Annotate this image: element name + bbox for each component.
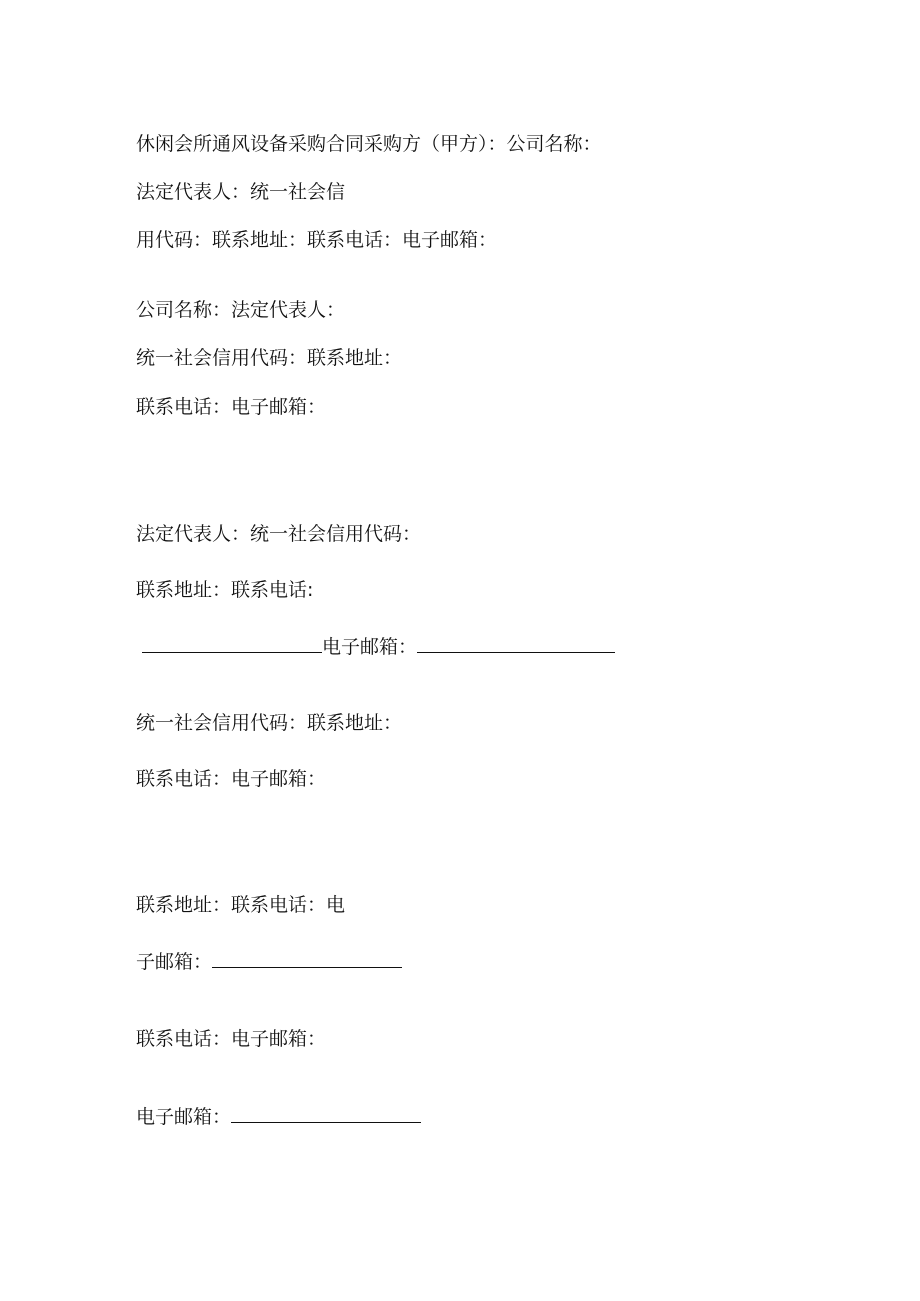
text-line: [136, 298, 345, 322]
text-line: [136, 893, 345, 917]
line-text: 联系地址：联系电话:: [136, 579, 314, 601]
line-text: 法定代表人：统一社会信用代码：: [136, 523, 422, 545]
line-text: 统一社会信用代码：联系地址：: [136, 712, 403, 734]
line-text: 电子邮箱：: [322, 636, 418, 658]
text-line: [136, 578, 313, 602]
line-text: 法定代表人：统一社会信: [136, 181, 346, 203]
contract-title-text: 休闲会所通风设备采购合同采购方（甲方）：公司名称：: [136, 133, 602, 155]
blank-underline: [142, 634, 322, 653]
text-line: [136, 767, 326, 791]
line-text: 联系电话：电子邮箱：: [136, 768, 327, 790]
text-line: [136, 1027, 326, 1051]
blank-underline: [212, 949, 402, 968]
text-line: [136, 228, 497, 252]
text-line: [136, 711, 402, 735]
fill-in-line: [136, 949, 402, 974]
line-text: 联系地址：联系电话：电: [136, 894, 346, 916]
fill-in-line: [136, 1104, 421, 1129]
text-line: [136, 180, 345, 204]
text-line: [136, 522, 421, 546]
line-text: 子邮箱：: [136, 951, 213, 973]
contract-title-line: [136, 132, 602, 156]
line-text: 公司名称：法定代表人：: [136, 299, 346, 321]
blank-underline: [231, 1104, 421, 1123]
line-text: 用代码：联系地址：联系电话：电子邮箱：: [136, 229, 498, 251]
line-text: 统一社会信用代码：联系地址：: [136, 347, 403, 369]
fill-in-line: [142, 634, 615, 659]
line-text: 联系电话：电子邮箱：: [136, 1028, 327, 1050]
text-line: [136, 395, 326, 419]
text-line: [136, 346, 402, 370]
line-text: 电子邮箱：: [136, 1106, 232, 1128]
line-text: 联系电话：电子邮箱：: [136, 396, 327, 418]
blank-underline: [417, 634, 615, 653]
